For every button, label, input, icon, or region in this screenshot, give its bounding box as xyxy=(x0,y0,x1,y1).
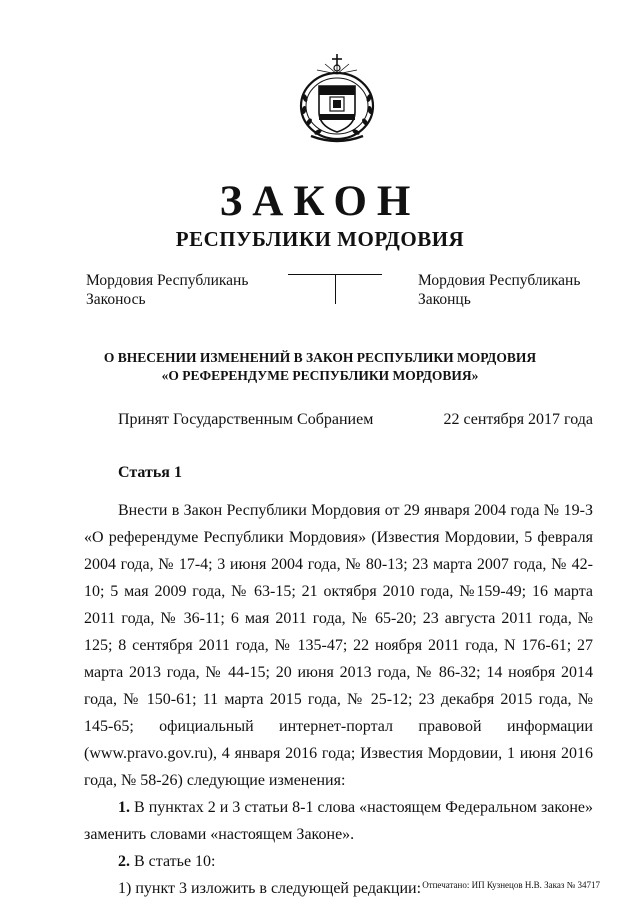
adopted-by: Принят Государственным Собранием xyxy=(118,411,374,428)
law-subtitle: РЕСПУБЛИКИ МОРДОВИЯ xyxy=(175,227,465,251)
coat-of-arms-emblem xyxy=(297,52,377,144)
document-title xyxy=(0,349,640,385)
adopted-date: 22 сентября 2017 года xyxy=(443,411,593,428)
item-2-paragraph xyxy=(84,848,593,875)
moksha-right-line-1: Мордовия Республикань xyxy=(418,272,581,289)
article-intro-paragraph: Внести в Закон Республики Мордовия от 29 января 2004 года № 19-З «О референдуме Республики Мордовия» (Известия Мордовии, 5 февраля 2004 года, № 17-4; 3 июня 2004 года, № 80-13; 23 марта 2007 года, № 42-10; 5 мая 2009 года, № 63-15; 21 октября 2010 года, №159-49; 16 марта 2011 года, № 36-11; 6 мая 2011 года, № 65-20; 23 августа 2011 года, № 125; 8 сентября 2011 года, № 135-47; 22 ноября 2011 года, N 176-61; 27 марта 2013 года, № 44-15; 20 июня 2013 года, № 86-32; 14 ноября 2014 года, № 150-61; 11 марта 2015 года, № 25-12; 23 декабря 2015 года, № 145-65; официальный интернет-портал правовой информации (www.pravo.gov.ru), 4 января 2016 года; Известия Мордовии, 1 июня 2016 года, № 58-26) следующие изменения: xyxy=(84,502,593,789)
document-title-line-2: «О РЕФЕРЕНДУМЕ РЕСПУБЛИКИ МОРДОВИЯ» xyxy=(161,368,479,383)
moksha-title-left xyxy=(86,271,248,309)
item-1-text: В пунктах 2 и 3 статьи 8-1 слова «настоящем Федеральном законе» заменить словами «настоящем Законе». xyxy=(84,799,593,843)
moksha-left-line-1: Мордовия Республикань xyxy=(86,272,249,289)
moksha-right-line-2: Законць xyxy=(418,291,471,308)
item-1-number: 1. xyxy=(118,799,130,816)
item-2-number: 2. xyxy=(118,853,130,870)
document-title-line-1: О ВНЕСЕНИИ ИЗМЕНЕНИЙ В ЗАКОН РЕСПУБЛИКИ МОРДОВИЯ xyxy=(103,350,537,365)
article-body xyxy=(84,497,593,902)
moksha-left-line-2: Законось xyxy=(86,291,146,308)
separator-vertical xyxy=(335,274,336,304)
subitem-1-paragraph: 1) пункт 3 изложить в следующей редакции: xyxy=(118,880,422,897)
print-note: Отпечатано: ИП Кузнецов Н.В. Заказ № 34717 xyxy=(422,880,600,890)
moksha-title-right xyxy=(418,271,580,309)
item-1-paragraph xyxy=(84,794,593,848)
article-heading: Статья 1 xyxy=(118,464,182,481)
item-2-text: В статье 10: xyxy=(130,853,216,870)
law-title: ЗАКОН xyxy=(219,178,421,225)
